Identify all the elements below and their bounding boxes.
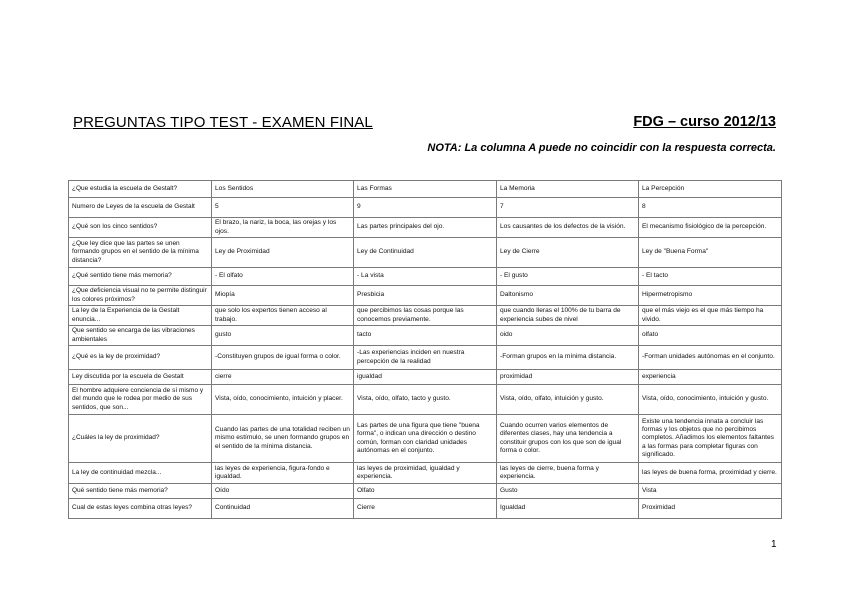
answer-d-cell: Proximidad bbox=[639, 499, 782, 519]
table-row bbox=[69, 198, 782, 218]
answer-b-cell: Ley de Continuidad bbox=[354, 238, 497, 268]
table-row bbox=[69, 370, 782, 385]
answer-a-cell: Continuidad bbox=[212, 499, 354, 519]
table-row bbox=[69, 415, 782, 463]
answer-b-cell: tacto bbox=[354, 326, 497, 346]
answer-c-cell: que cuando lleras el 100% de tu barra de experiencia subes de nivel bbox=[497, 306, 639, 326]
table-row bbox=[69, 346, 782, 370]
answer-a-cell: El brazo, la nariz, la boca, las orejas y los ojos. bbox=[212, 218, 354, 238]
answer-c-cell: - El gusto bbox=[497, 268, 639, 286]
answer-d-cell: las leyes de buena forma, proximidad y cierre. bbox=[639, 463, 782, 484]
answer-a-cell: Ley de Proximidad bbox=[212, 238, 354, 268]
answer-c-cell: Ley de Cierre bbox=[497, 238, 639, 268]
answer-d-cell: - El tacto bbox=[639, 268, 782, 286]
answer-b-cell: Presbicia bbox=[354, 286, 497, 306]
answer-c-cell: Los causantes de los defectos de la visión. bbox=[497, 218, 639, 238]
table-row bbox=[69, 499, 782, 519]
question-cell: ¿Cuáles la ley de proximidad? bbox=[69, 415, 212, 463]
table-row bbox=[69, 326, 782, 346]
answer-a-cell: Oído bbox=[212, 484, 354, 499]
answer-a-cell: gusto bbox=[212, 326, 354, 346]
answer-c-cell: las leyes de cierre, buena forma y experiencia. bbox=[497, 463, 639, 484]
answer-b-cell: las leyes de proximidad, igualdad y experiencia. bbox=[354, 463, 497, 484]
questions-table bbox=[68, 180, 782, 519]
answer-b-cell: Las Formas bbox=[354, 181, 497, 198]
question-cell: Qué sentido tiene más memoria? bbox=[69, 484, 212, 499]
question-cell: El hombre adquiere conciencia de sí mismo y del mundo que le rodea por medio de sus sentidos, que son... bbox=[69, 385, 212, 415]
question-cell: La ley de la Experiencia de la Gestalt enuncia... bbox=[69, 306, 212, 326]
table-row bbox=[69, 484, 782, 499]
answer-c-cell: 7 bbox=[497, 198, 639, 218]
answer-d-cell: Ley de "Buena Forma" bbox=[639, 238, 782, 268]
answer-a-cell: Los Sentidos bbox=[212, 181, 354, 198]
answer-b-cell: -Las experiencias inciden en nuestra percepción de la realidad bbox=[354, 346, 497, 370]
answer-c-cell: Vista, oído, olfato, intuición y gusto. bbox=[497, 385, 639, 415]
question-cell: ¿Qué son los cinco sentidos? bbox=[69, 218, 212, 238]
question-cell: Ley discutida por la escuela de Gestalt bbox=[69, 370, 212, 385]
answer-b-cell: Olfato bbox=[354, 484, 497, 499]
answer-c-cell: proximidad bbox=[497, 370, 639, 385]
table-row bbox=[69, 286, 782, 306]
answer-d-cell: Hipermetropismo bbox=[639, 286, 782, 306]
answer-a-cell: las leyes de experiencia, figura-fondo e igualdad. bbox=[212, 463, 354, 484]
answer-b-cell: 9 bbox=[354, 198, 497, 218]
answer-d-cell: olfato bbox=[639, 326, 782, 346]
answer-c-cell: La Memoria bbox=[497, 181, 639, 198]
question-cell: Cual de estas leyes combina otras leyes? bbox=[69, 499, 212, 519]
question-cell: Numero de Leyes de la escuela de Gestalt bbox=[69, 198, 212, 218]
answer-c-cell: -Forman grupos en la mínima distancia. bbox=[497, 346, 639, 370]
question-cell: ¿Que ley dice que las partes se unen formando grupos en el sentido de la mínima distancia? bbox=[69, 238, 212, 268]
answer-a-cell: cierre bbox=[212, 370, 354, 385]
table-row bbox=[69, 181, 782, 198]
answer-d-cell: que el más viejo es el que más tiempo ha vivido. bbox=[639, 306, 782, 326]
answer-d-cell: El mecanismo fisiológico de la percepción. bbox=[639, 218, 782, 238]
answer-d-cell: -Forman unidades autónomas en el conjunto. bbox=[639, 346, 782, 370]
question-cell: ¿Que deficiencia visual no te permite distinguir los colores próximos? bbox=[69, 286, 212, 306]
table-row bbox=[69, 385, 782, 415]
answer-b-cell: - La vista bbox=[354, 268, 497, 286]
answer-c-cell: Igualdad bbox=[497, 499, 639, 519]
answer-b-cell: que percibimos las cosas porque las conocemos previamente. bbox=[354, 306, 497, 326]
question-cell: ¿Qué sentido tiene más memoria? bbox=[69, 268, 212, 286]
table-row bbox=[69, 268, 782, 286]
table-row bbox=[69, 306, 782, 326]
question-cell: La ley de continuidad mezcla... bbox=[69, 463, 212, 484]
answer-d-cell: Vista bbox=[639, 484, 782, 499]
table-row bbox=[69, 238, 782, 268]
answer-d-cell: 8 bbox=[639, 198, 782, 218]
table-row bbox=[69, 463, 782, 484]
page-number: 1 bbox=[771, 539, 777, 550]
answer-d-cell: La Percepción bbox=[639, 181, 782, 198]
answer-a-cell: que solo los expertos tienen acceso al trabajo. bbox=[212, 306, 354, 326]
answer-c-cell: Daltonismo bbox=[497, 286, 639, 306]
answer-b-cell: Las partes principales del ojo. bbox=[354, 218, 497, 238]
answer-b-cell: igualdad bbox=[354, 370, 497, 385]
answer-d-cell: Vista, oído, conocimiento, intuición y gusto. bbox=[639, 385, 782, 415]
question-cell: Que sentido se encarga de las vibraciones ambientales bbox=[69, 326, 212, 346]
answer-b-cell: Vista, oído, olfato, tacto y gusto. bbox=[354, 385, 497, 415]
question-cell: ¿Qué es la ley de proximidad? bbox=[69, 346, 212, 370]
answer-b-cell: Cierre bbox=[354, 499, 497, 519]
answer-a-cell: Cuando las partes de una totalidad reciben un mismo estímulo, se unen formando grupos en el sentido de la mínima distancia. bbox=[212, 415, 354, 463]
answer-a-cell: 5 bbox=[212, 198, 354, 218]
answer-a-cell: - El olfato bbox=[212, 268, 354, 286]
page-title: PREGUNTAS TIPO TEST - EXAMEN FINAL bbox=[73, 114, 373, 131]
answer-d-cell: experiencia bbox=[639, 370, 782, 385]
answer-a-cell: Vista, oído, conocimiento, intuición y placer. bbox=[212, 385, 354, 415]
answer-a-cell: Miopía bbox=[212, 286, 354, 306]
answer-c-cell: oido bbox=[497, 326, 639, 346]
answer-c-cell: Gusto bbox=[497, 484, 639, 499]
question-cell: ¿Que estudia la escuela de Gestalt? bbox=[69, 181, 212, 198]
answer-a-cell: -Constituyen grupos de igual forma o color. bbox=[212, 346, 354, 370]
course-label: FDG – curso 2012/13 bbox=[633, 114, 776, 130]
answer-d-cell: Existe una tendencia innata a concluir las formas y los objetos que no percibimos completos. Añadimos los elementos faltantes a las formas para completar figuras con significado. bbox=[639, 415, 782, 463]
answer-c-cell: Cuando ocurren varios elementos de diferentes clases, hay una tendencia a constituir grupos con los que son de igual forma o color. bbox=[497, 415, 639, 463]
answer-b-cell: Las partes de una figura que tiene "buena forma", o indican una dirección o destino común, forman con claridad unidades autónomas en el conjunto. bbox=[354, 415, 497, 463]
note-text: NOTA: La columna A puede no coincidir con la respuesta correcta. bbox=[427, 142, 776, 154]
table-row bbox=[69, 218, 782, 238]
